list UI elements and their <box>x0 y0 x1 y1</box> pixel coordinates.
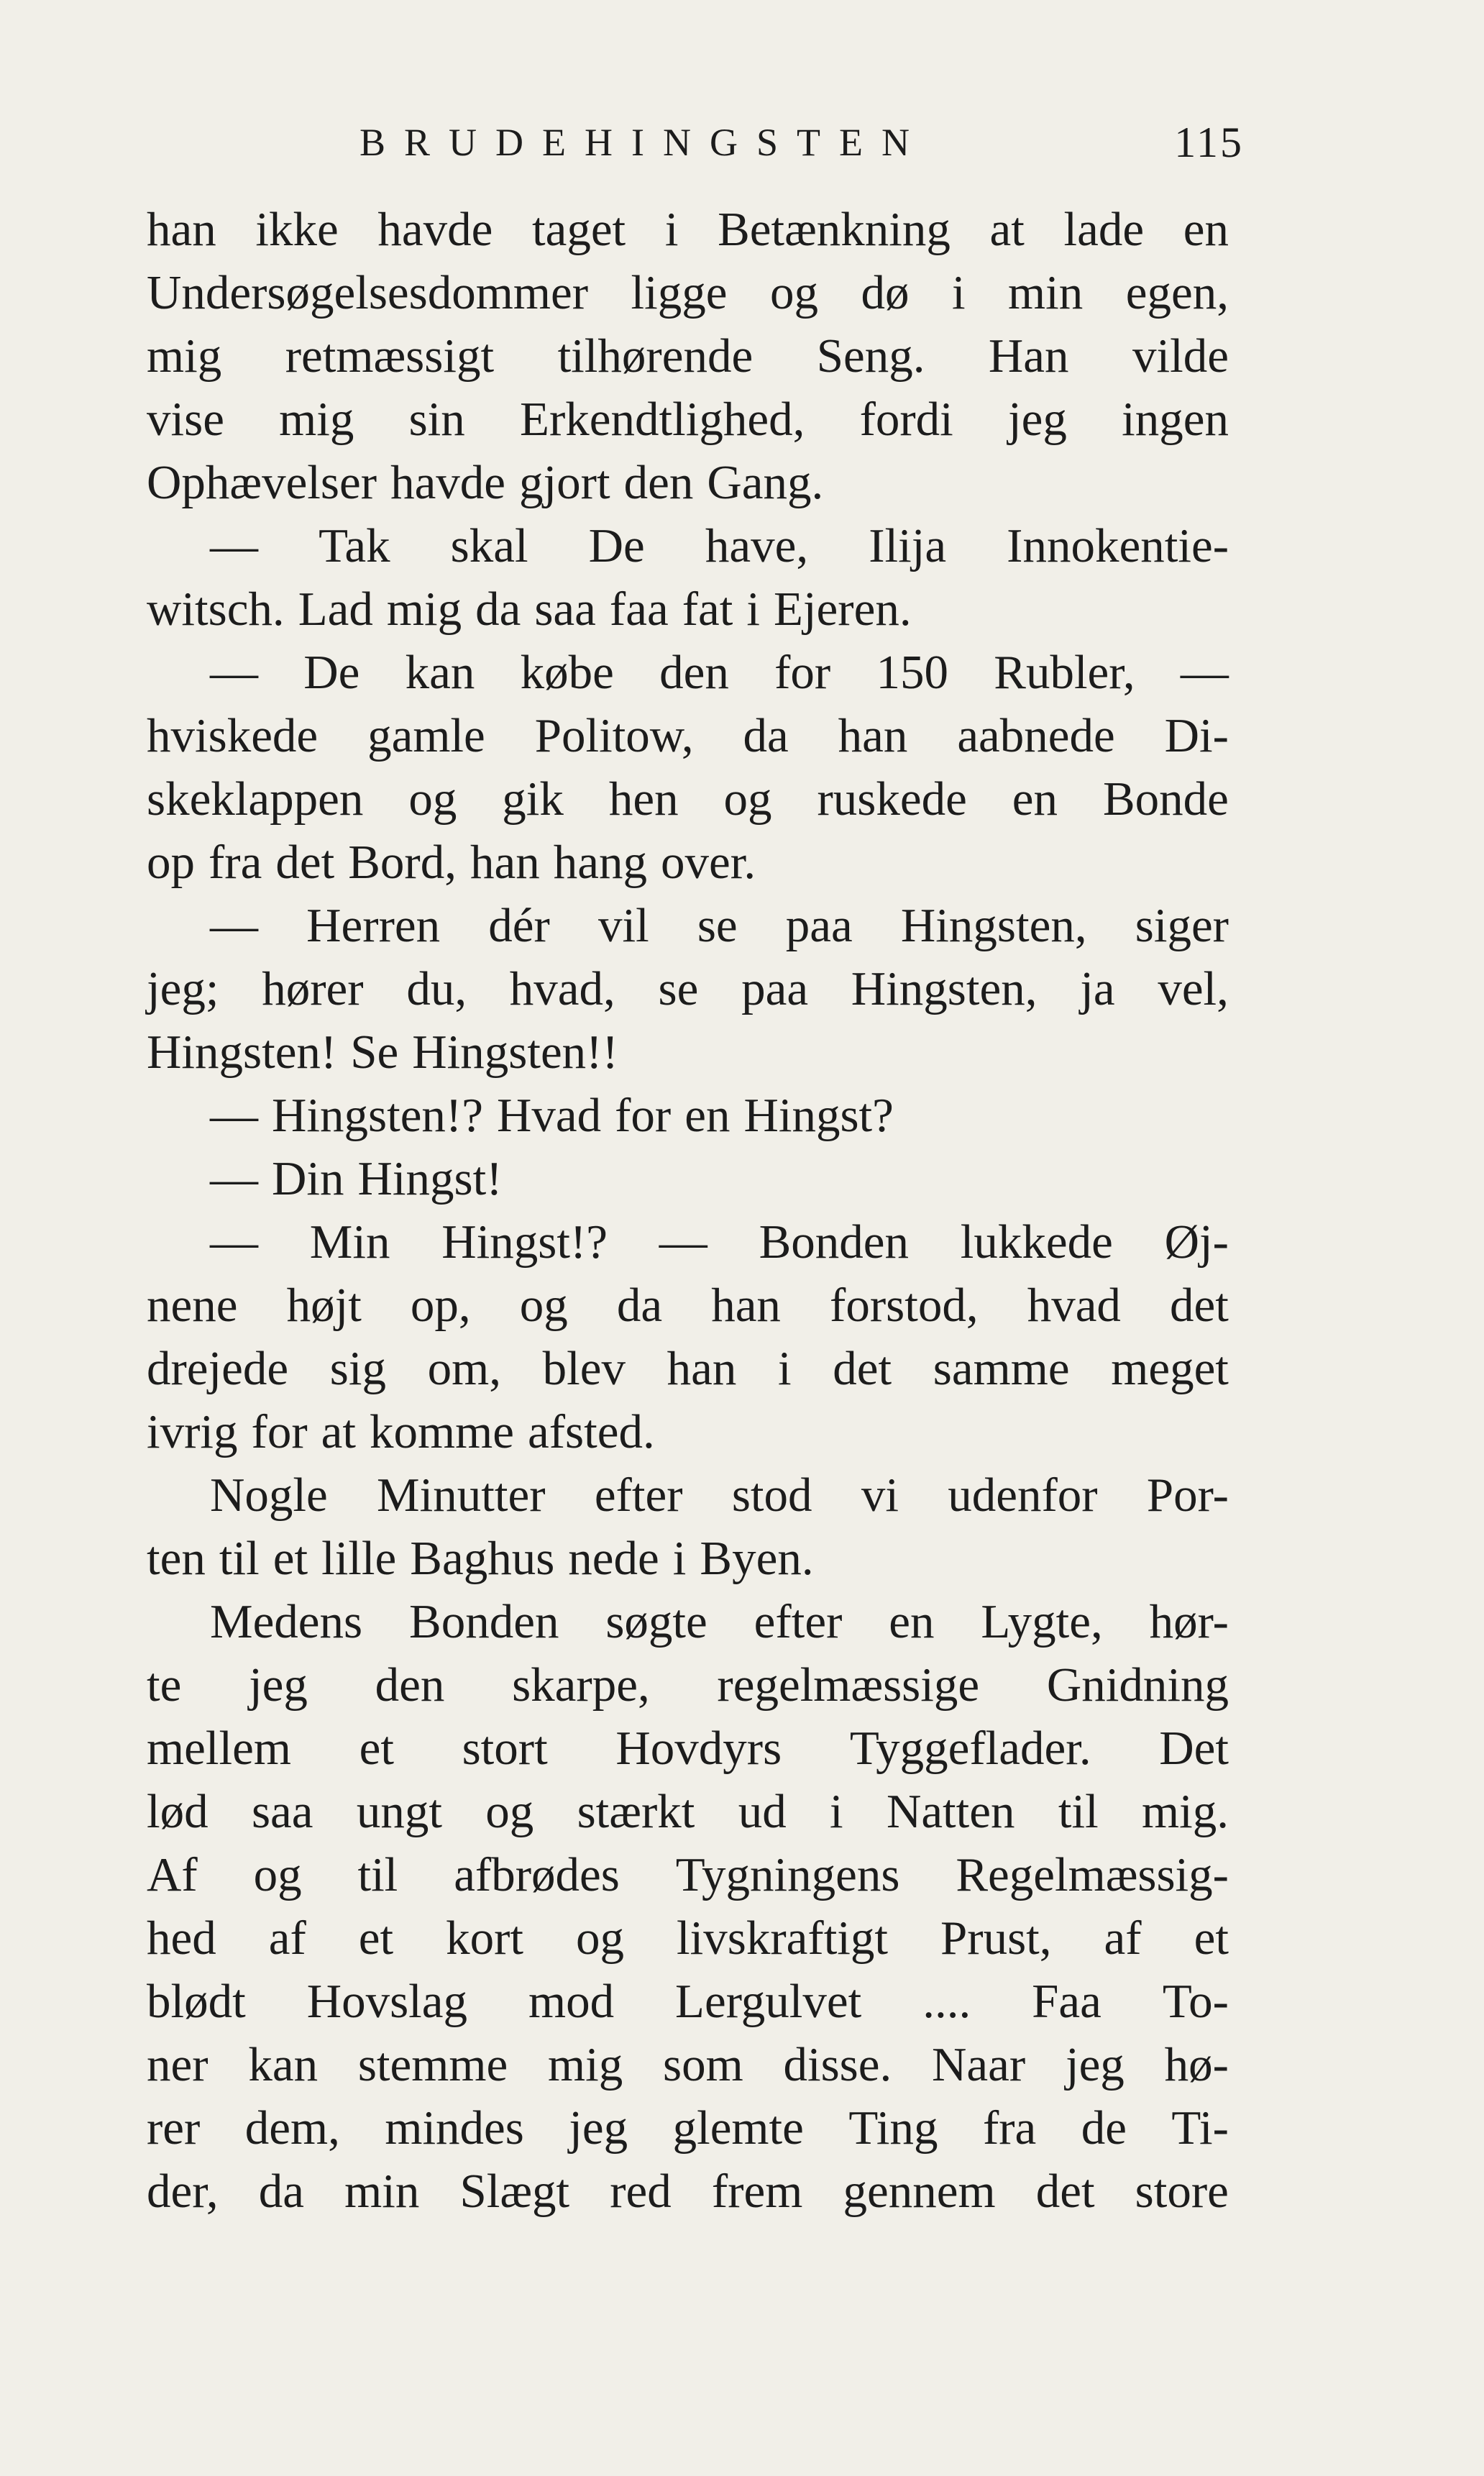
body-text <box>147 198 1229 2223</box>
text-line: te jeg den skarpe, regelmæssige Gnidning <box>147 1658 1229 1712</box>
text-line: lød saa ungt og stærkt ud i Natten til mig. <box>147 1785 1229 1838</box>
text-line: der, da min Slægt red frem gennem det store <box>147 2165 1229 2218</box>
text-line: — Tak skal De have, Ilija Innokentie- <box>210 519 1229 572</box>
text-line: skeklappen og gik hen og ruskede en Bonde <box>147 772 1229 826</box>
text-line: ner kan stemme mig som disse. Naar jeg hø- <box>147 2038 1229 2091</box>
text-line: — Min Hingst!? — Bonden lukkede Øj- <box>210 1215 1229 1269</box>
text-line: ivrig for at komme afsted. <box>147 1405 655 1458</box>
text-line: — De kan købe den for 150 Rubler, — <box>210 646 1229 699</box>
text-line: blødt Hovslag mod Lergulvet .... Faa To- <box>147 1975 1229 2028</box>
text-line: witsch. Lad mig da saa faa fat i Ejeren. <box>147 583 912 636</box>
text-line: drejede sig om, blev han i det samme meget <box>147 1342 1229 1395</box>
running-title: BRUDEHINGSTEN <box>359 121 928 164</box>
text-line: mig retmæssigt tilhørende Seng. Han vilde <box>147 329 1229 383</box>
text-line: Medens Bonden søgte efter en Lygte, hør- <box>210 1595 1229 1648</box>
text-line: jeg; hører du, hvad, se paa Hingsten, ja vel, <box>147 962 1229 1015</box>
text-line: hviskede gamle Politow, da han aabnede Di- <box>147 709 1229 762</box>
text-line: Ophævelser havde gjort den Gang. <box>147 456 824 509</box>
running-head <box>359 114 1244 171</box>
text-line: rer dem, mindes jeg glemte Ting fra de Ti- <box>147 2101 1229 2155</box>
text-line: nene højt op, og da han forstod, hvad det <box>147 1279 1229 1332</box>
text-line: Hingsten! Se Hingsten!! <box>147 1025 618 1079</box>
text-line: — Hingsten!? Hvad for en Hingst? <box>210 1089 894 1142</box>
text-line: Af og til afbrødes Tygningens Regelmæssig- <box>147 1848 1229 1901</box>
text-line: han ikke havde taget i Betænkning at lade en <box>147 203 1229 256</box>
text-line: ten til et lille Baghus nede i Byen. <box>147 1532 814 1585</box>
text-line: hed af et kort og livskraftigt Prust, af et <box>147 1911 1229 1965</box>
page-number: 115 <box>1174 119 1244 166</box>
text-line: vise mig sin Erkendtlighed, fordi jeg ingen <box>147 393 1229 446</box>
text-line: mellem et stort Hovdyrs Tyggeflader. Det <box>147 1722 1229 1775</box>
text-line: — Din Hingst! <box>210 1152 503 1205</box>
text-line: op fra det Bord, han hang over. <box>147 836 756 889</box>
text-line: Undersøgelsesdommer ligge og dø i min egen, <box>147 266 1229 319</box>
text-line: Nogle Minutter efter stod vi udenfor Por- <box>210 1468 1229 1522</box>
text-line: — Herren dér vil se paa Hingsten, siger <box>210 899 1229 952</box>
